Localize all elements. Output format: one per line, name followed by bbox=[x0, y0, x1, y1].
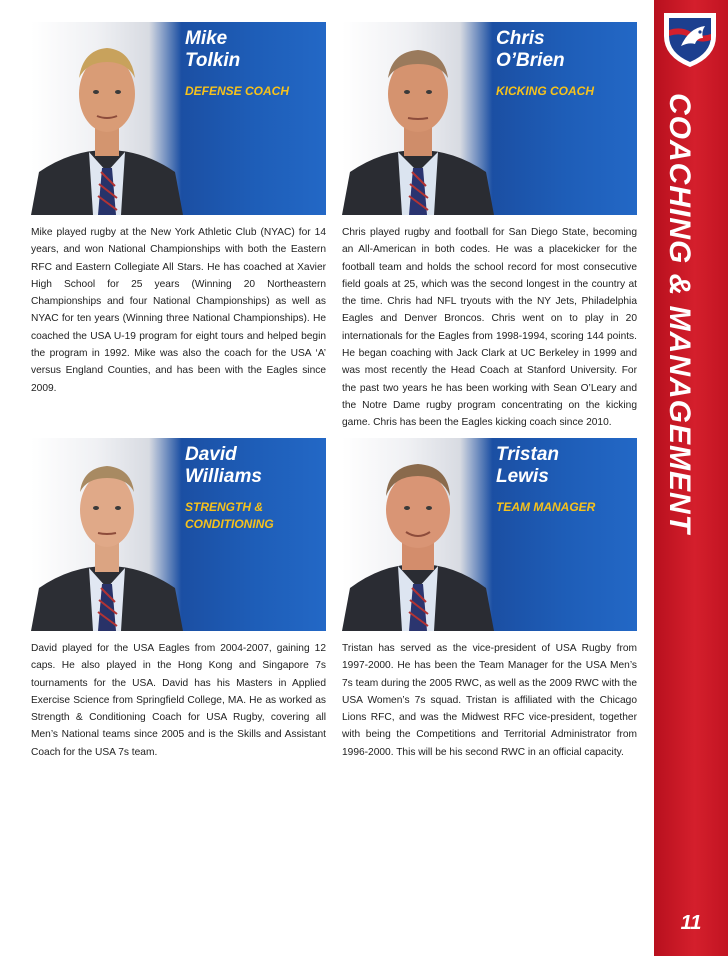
coach-role bbox=[496, 83, 594, 100]
usa-rugby-eagle-logo-icon bbox=[661, 8, 719, 68]
section-title: COACHING & MANAGEMENT bbox=[663, 93, 696, 534]
coach-role-line: CONDITIONING bbox=[185, 517, 274, 531]
coach-name bbox=[185, 28, 240, 72]
coach-portrait-photo bbox=[342, 22, 494, 215]
coach-role bbox=[185, 83, 289, 100]
coach-last-name: Tolkin bbox=[185, 50, 241, 71]
coach-bio: Mike played rugby at the New York Athletic Club (NYAC) for 14 years, and won National Championships with both the Eastern RFC and Eastern Collegiate All Stars. He has coached at Xavier High School for 25 years (Winning 20 Northeastern Championships and four National Championships) as well as NYAC for ten years (Winning three National Championships). He coached the USA U-19 program for eight tours and helped begin the program in 1992. Mike was also the coach for the USA ‘A’ versus England Counties, and has been with the Eagles since 2009. bbox=[31, 227, 326, 394]
coach-role-line: DEFENSE COACH bbox=[185, 84, 290, 98]
coach-bio: Tristan has served as the vice-president of USA Rugby from 1997-2000. He has been the Team Manager for the USA Men’s 7s team during the 2005 RWC, as well as the 2009 RWC with the USA Women’s 7s squad. Tristan is affiliated with the Chicago Lions RFC, and was the Midwest RFC vice-president, together with being the Competitions and Territorial Administrator from 1996-2000. This will be his second RWC in an official capacity. bbox=[342, 643, 637, 758]
coach-bio: David played for the USA Eagles from 2004-2007, gaining 12 caps. He also played in the Hong Kong and Singapore 7s tournaments for the USA. David has his Masters in Applied Exercise Science from Springfield College, MA. He as worked as Strength & Conditioning Coach for USA Rugby, covering all Men’s National teams since 2005 and is the Skills and Assistant Coach for the USA 7s team. bbox=[31, 643, 326, 758]
coach-role-line: TEAM MANAGER bbox=[496, 500, 596, 514]
coach-bio: Chris played rugby and football for San Diego State, becoming an All-American in both codes. He was a placekicker for the football team and holds the school record for most consecutive field goals at 25, which was the second longest in the country at the time. Chris had NFL tryouts with the NY Jets, Philadelphia Eagles and Denver Broncos. Chris went on to play in 20 internationals for the Eagles from 1998-1994, scoring 144 points. He began coaching with Jack Clark at UC Berkeley in 1999 and was most recently the Head Coach at Stanford University. For the past two years he has been working with Sean O’Leary and the Notre Dame rugby program concentrating on the kicking game. Chris has been the Eagles kicking coach since 2010. bbox=[342, 227, 637, 429]
coach-name bbox=[185, 444, 262, 488]
coach-card-chris-obrien bbox=[342, 22, 637, 432]
coach-card-david-williams bbox=[31, 438, 326, 761]
coach-role bbox=[185, 499, 274, 533]
coach-banner bbox=[342, 438, 637, 631]
coach-first-name: Tristan bbox=[496, 444, 560, 465]
coach-portrait-photo bbox=[31, 438, 183, 631]
side-banner bbox=[654, 0, 728, 956]
coach-banner bbox=[31, 22, 326, 215]
coach-last-name: Williams bbox=[185, 466, 262, 487]
coach-first-name: David bbox=[185, 444, 237, 465]
coach-portrait-photo bbox=[342, 438, 494, 631]
coach-card-tristan-lewis bbox=[342, 438, 637, 761]
coach-last-name: Lewis bbox=[496, 466, 549, 487]
coach-portrait-photo bbox=[31, 22, 183, 215]
coach-last-name: O’Brien bbox=[496, 50, 565, 71]
coach-role-line: STRENGTH & bbox=[185, 500, 263, 514]
coach-banner bbox=[31, 438, 326, 631]
coach-name bbox=[496, 28, 565, 72]
coach-first-name: Mike bbox=[185, 28, 228, 49]
coach-banner bbox=[342, 22, 637, 215]
coach-card-mike-tolkin bbox=[31, 22, 326, 397]
page-number: 11 bbox=[680, 912, 702, 934]
coach-name bbox=[496, 444, 559, 488]
coach-role bbox=[496, 499, 595, 516]
coach-first-name: Chris bbox=[496, 28, 545, 49]
coach-role-line: KICKING COACH bbox=[496, 84, 594, 98]
